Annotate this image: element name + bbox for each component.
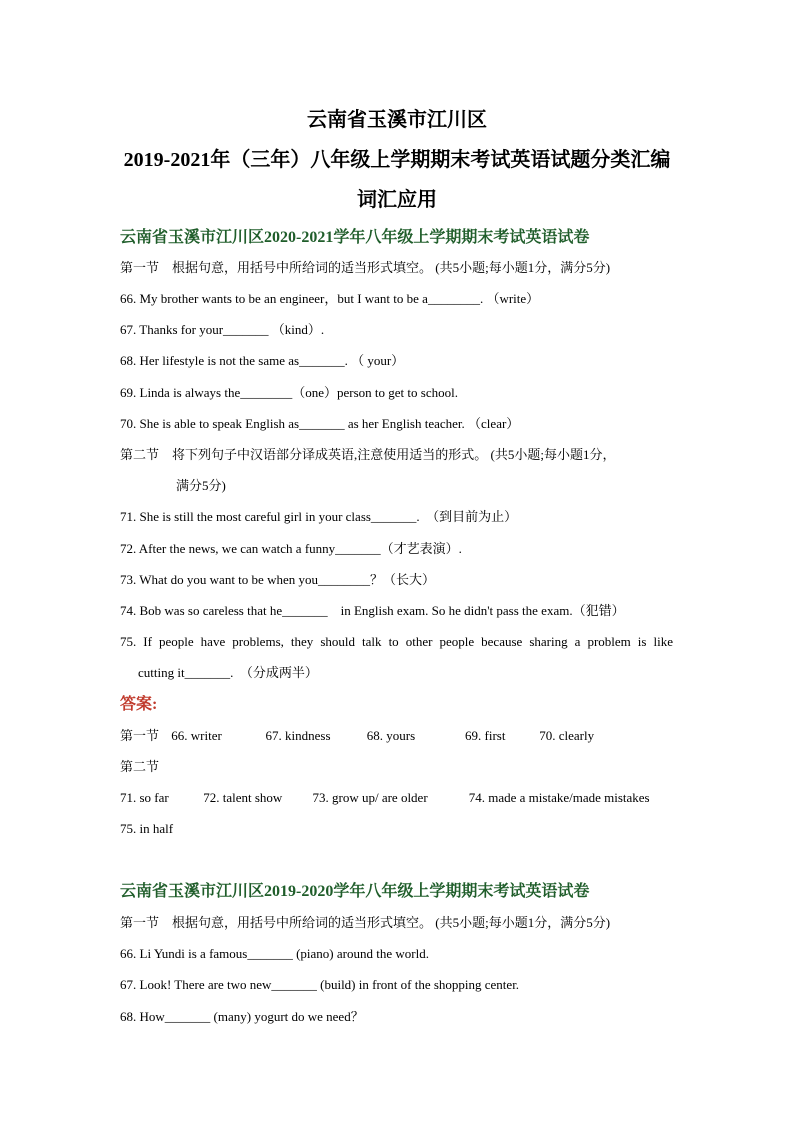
paper2-heading: 云南省玉溪市江川区2019-2020学年八年级上学期期末考试英语试卷 [120,883,590,900]
question-75-cont: cutting it_______. （分成两半） [138,665,318,680]
question-74: 74. Bob was so careless that he_______ in English exam. So he didn't pass the exam.（犯错） [120,603,625,618]
paper1-heading: 云南省玉溪市江川区2020-2021学年八年级上学期期末考试英语试卷 [120,229,590,246]
answer-row-sec1 [120,727,594,745]
paper2-question-67: 67. Look! There are two new_______ (build) in front of the shopping center. [120,977,520,992]
question-69: 69. Linda is always the________（one）person to get to school. [120,385,458,400]
title-region: 云南省玉溪市江川区 [307,109,487,131]
answer-sec2-label: 第二节 [120,759,160,774]
answer-75: 75. in half [120,821,174,836]
answer-70: 70. clearly [539,728,595,743]
question-66: 66. My brother wants to be an engineer，but I want to be a________. （write） [120,291,540,306]
answer-68: 68. yours [366,728,416,743]
answer-69: 69. first [465,728,506,743]
question-73: 73. What do you want to be when you________？（长大） [120,572,435,587]
paper1-sec1-instruction: 第一节 根据句意，用括号中所给词的适当形式填空。 (共5小题;每小题1分，满分5分) [120,260,611,275]
question-68: 68. Her lifestyle is not the same as_______. （ your） [120,353,405,368]
title-series: 2019-2021年（三年）八年级上学期期末考试英语试题分类汇编 [123,149,671,171]
paper2-question-66: 66. Li Yundi is a famous_______ (piano) around the world. [120,946,429,961]
answer-74: 74. made a mistake/made mistakes [468,790,650,805]
question-70: 70. She is able to speak English as_______ as her English teacher. （clear） [120,416,520,431]
answer-label: 答案: [120,696,158,713]
paper1-sec2-instruction: 第二节 将下列句子中汉语部分译成英语,注意使用适当的形式。 (共5小题;每小题1分， [120,447,616,462]
answer-sec1-label: 第一节 [120,728,160,743]
paper2-sec1-instruction: 第一节 根据句意，用括号中所给词的适当形式填空。 (共5小题;每小题1分，满分5分) [120,915,611,930]
answer-66: 66. writer [171,728,222,743]
title-topic: 词汇应用 [357,189,437,211]
question-71: 71. She is still the most careful girl in your class_______. （到目前为止） [120,509,518,524]
answer-71: 71. so far [120,790,169,805]
question-72: 72. After the news, we can watch a funny_______（才艺表演）. [120,541,462,556]
answer-73: 73. grow up/ are older [312,790,428,805]
answer-67: 67. kindness [265,728,331,743]
question-67: 67. Thanks for your_______ （kind）. [120,322,325,337]
paper1-sec2-instruction-cont: 满分5分) [176,478,226,493]
answer-72: 72. talent show [203,790,283,805]
answer-row-sec2 [120,789,650,807]
paper2-question-68: 68. How_______ (many) yogurt do we need？ [120,1009,364,1024]
question-75: 75. If people have problems, they should talk to other people because sharing a problem is like [120,634,673,649]
